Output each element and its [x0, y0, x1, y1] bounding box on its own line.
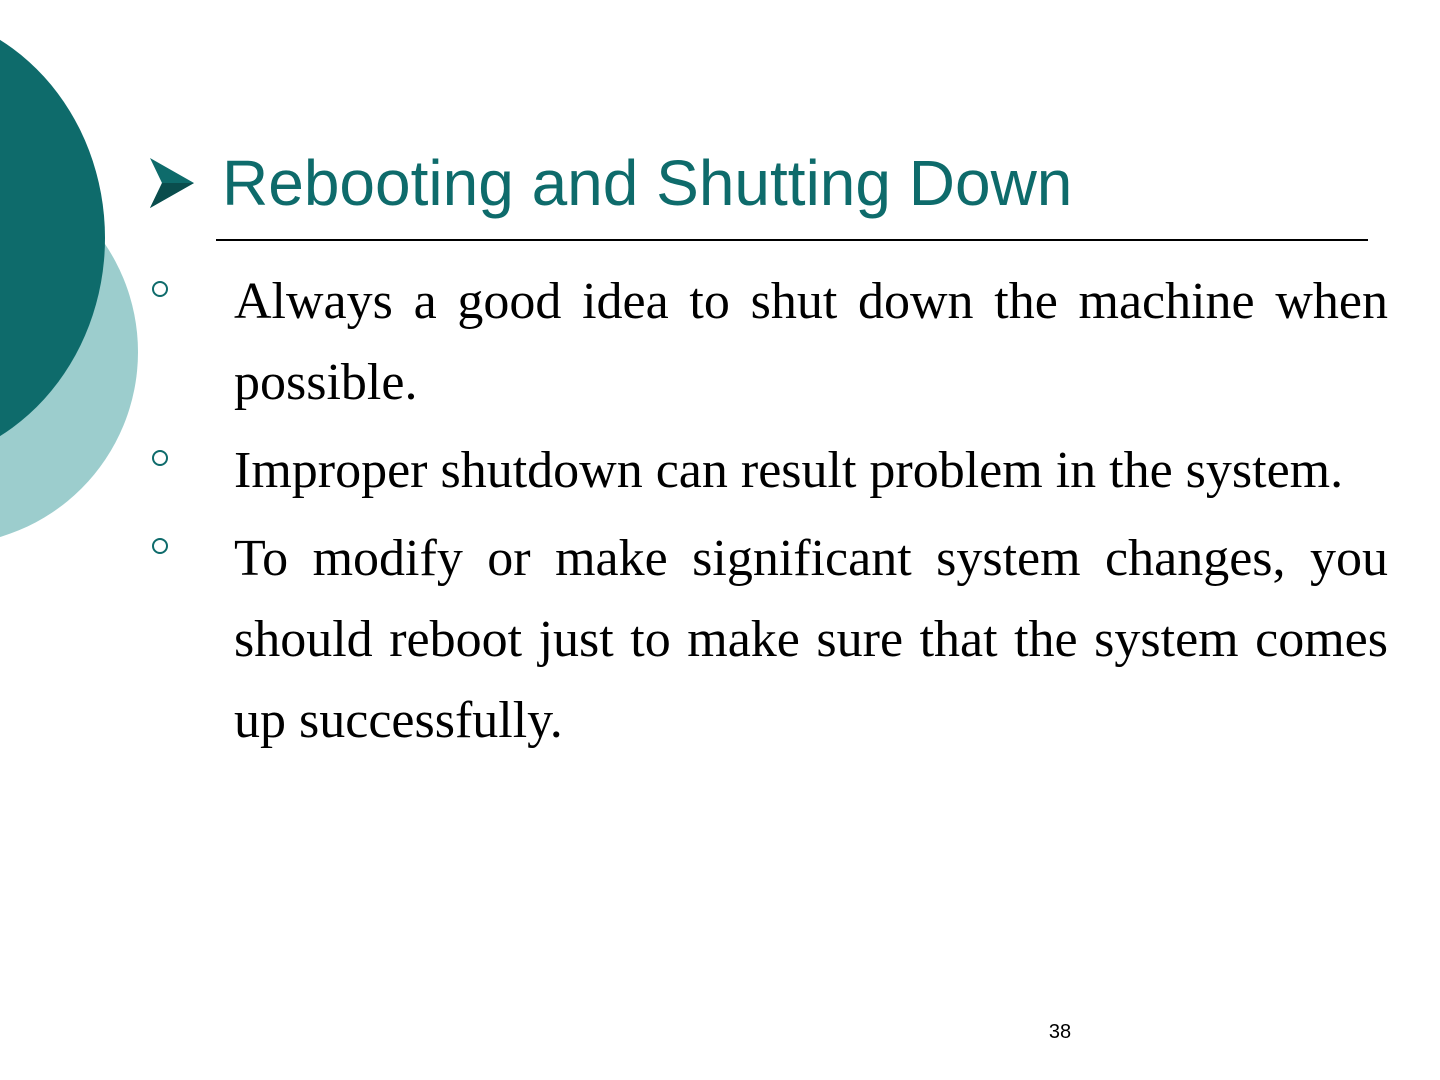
- bullet-item: [148, 261, 1388, 423]
- title-divider: [216, 239, 1368, 241]
- slide-title-row: [148, 138, 1072, 228]
- bullet-text: To modify or make significant system changes, you should reboot just to make sure that the system comes up successfully.: [234, 530, 1388, 749]
- bullet-list: [148, 262, 1388, 769]
- hollow-circle-bullet-icon: [152, 450, 168, 466]
- hollow-circle-bullet-icon: [152, 281, 168, 297]
- bullet-text: Always a good idea to shut down the machine when possible.: [234, 273, 1388, 411]
- bullet-item: [148, 518, 1388, 761]
- arrowhead-bullet-icon: [148, 156, 196, 210]
- bullet-text: Improper shutdown can result problem in the system.: [234, 442, 1344, 499]
- hollow-circle-bullet-icon: [152, 538, 168, 554]
- slide-number: 38: [1048, 1021, 1072, 1043]
- slide-title: Rebooting and Shutting Down: [222, 147, 1073, 219]
- bullet-item: [148, 430, 1388, 511]
